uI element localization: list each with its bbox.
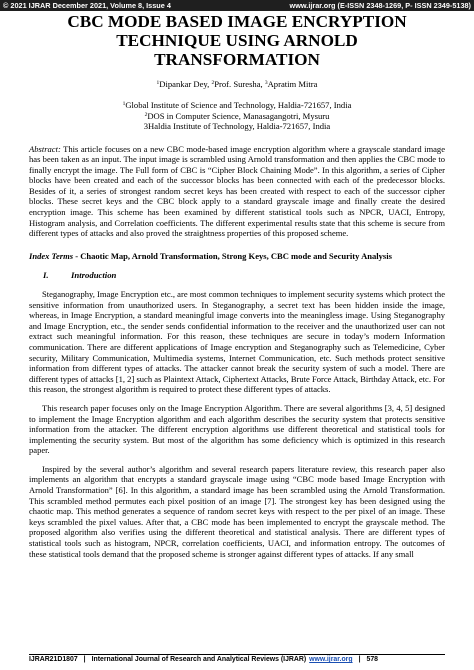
author-sup: 1 — [156, 80, 160, 86]
affiliation-line — [29, 100, 445, 111]
journal-header-bar — [0, 0, 474, 11]
page-footer — [29, 654, 445, 663]
title-line: CBC MODE BASED IMAGE ENCRYPTION — [67, 12, 407, 31]
footer-journal-name: International Journal of Research and Analytical Reviews (IJRAR) — [91, 656, 307, 663]
header-website-link[interactable]: www.ijrar.org — [289, 1, 336, 10]
footer-website-link[interactable]: www.ijrar.org — [309, 656, 353, 663]
intro-paragraph: Inspired by the several author’s algorithm and several research papers literature review, this research paper also implements an algorithm that encrypts a standard grayscale image using “CBC mode based Image Encryption with Arnold Transformation” [6]. In this algorithm, a standard image has been scrambled using the Arnold Transformation. This scrambled method permutes each pixel position of an image [7]. The strongest key has been designed using the chaotic map. This method generates a sequence of random secret keys with respect to the per pixel of an image. These keys scrambled the pixel values. After that, a CBC mode has been implemented to encrypt the grayscale method. The proposed algorithm also verifies using the different theoretical and statistical analysis. There are different types of statistical tools such as histogram, NPCR, correlation coefficients, UACI, and information entropy. The outcomes of these statistical tools demand that the proposed scheme is stronger against different types of attacks. If any small — [29, 463, 445, 559]
paper-body — [29, 12, 445, 559]
footer-separator: | — [83, 656, 86, 663]
intro-paragraph: Steganography, Image Encryption etc., are most common techniques to implement security systems which protect the sensitive information from unauthorized users. In Steganography, a secret text has been hidden inside the image, whereas, in Image Encryption, a standard meaningful image converts into the meaningless image. Using Steganography and Image Encryption, etc., the sender sends confidential information to the receiver and the unauthorized user can not extract such meaningful information. For this reason, these techniques are secure in today’s modern Information communication. There are different applications of Image encryption and Steganography such as Telemedicine, Cyber security, Military Communication, Multimedia systems, Internet Communication, etc. Such methods protect sensitive information from different types of attacks. The attacker cannot break the security system of such a model. There are different types of attacks [1, 2] such as Plaintext Attack, Ciphertext Attacks, Brute Force Attack, Birthday Attack, etc. For this reason, the strongest algorithm is required to protect these different types of attacks. — [29, 288, 445, 395]
index-terms-label: Index Terms — [29, 250, 74, 261]
header-right — [290, 0, 471, 11]
footer-url — [309, 656, 352, 663]
index-terms — [29, 251, 445, 262]
affiliation-line — [29, 121, 445, 132]
affiliation-sup: 1 — [122, 101, 126, 107]
index-terms-text: - Chaotic Map, Arnold Transformation, Strong Keys, CBC mode and Security Analysis — [73, 250, 392, 261]
header-issue-info: © 2021 IJRAR December 2021, Volume 8, Issue 4 — [3, 1, 171, 10]
affiliation-sup: 2 — [144, 111, 148, 118]
section-heading-introduction — [29, 270, 445, 281]
affiliation-text: Global Institute of Science and Technology, Haldia-721657, India — [125, 100, 352, 110]
section-title: Introduction — [71, 269, 117, 280]
paper-title — [29, 12, 445, 69]
title-line: TRANSFORMATION — [154, 50, 320, 69]
abstract-label: Abstract: — [29, 143, 61, 154]
author-sup: 2 — [211, 80, 215, 86]
author-name: Apratim Mitra — [267, 79, 318, 89]
footer-paper-id: IJRAR21D1807 — [29, 656, 78, 663]
abstract — [29, 144, 445, 239]
author-sup: 3 — [264, 80, 268, 86]
section-number: I. — [43, 269, 49, 280]
affiliation-line — [29, 111, 445, 122]
author-name: Prof. Suresha, — [214, 79, 265, 89]
affiliation-text: DOS in Computer Science, Manasagangotri, Mysuru — [147, 110, 330, 121]
title-line: TECHNIQUE USING ARNOLD — [116, 31, 358, 50]
header-issn: (E-ISSN 2348-1269, P- ISSN 2349-5138) — [335, 1, 471, 10]
abstract-text: This article focuses on a new CBC mode-based image encryption algorithm where a grayscale standard image has been taken as an input. The input image is scrambled using Arnold transformation and then applies the CBC mode to finally encrypt the image. The Full form of CBC is “Cipher Block Chaining Mode”. In this algorithm, a series of Cipher blocks have been created and each of the successor blocks has been connected with each of the predecessor blocks. Besides of it, a series of strongest random secret keys has been created with respect to each of the successor cipher blocks. These secret keys and the CBC block apply to a standard grayscale image and finally create the desired encryption image. This scheme has been examined by different statistical tools such as NPCR, UACI, Entropy, Histogram analysis, and Correlation coefficients. The different experimental results state that this scheme is secure from different types of attacks and also proved the straightness properties of this proposed scheme. — [29, 143, 445, 239]
affiliation-text: 3Haldia Institute of Technology, Haldia-721657, India — [143, 121, 331, 131]
affiliations — [29, 100, 445, 132]
author-list — [29, 79, 445, 90]
footer-separator: | — [358, 656, 361, 663]
author-name: Dipankar Dey, — [159, 79, 212, 89]
intro-paragraph: This research paper focuses only on the Image Encryption Algorithm. There are several algorithms [3, 4, 5] designed to implement the Image Encryption algorithm and each algorithm describes the security system that protects sensitive information from the attacker. The different encryption algorithms use different theoretical and statistical tools for implementing the security system. But most of the algorithm has some deficiency which is optimized in this research paper. — [29, 402, 445, 456]
footer-page-number: 578 — [366, 656, 378, 663]
